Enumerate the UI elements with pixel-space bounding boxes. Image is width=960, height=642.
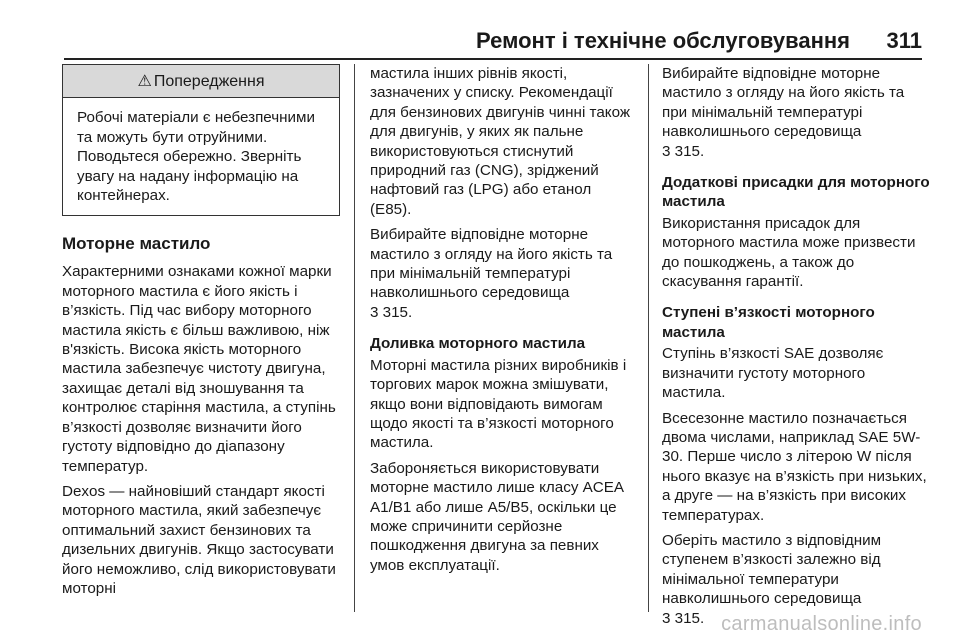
warning-text: Робочі матеріали є небезпечними та можуть бути отруйними. Поводьтеся обережно. Зверніть увагу на надану інформацію на контейнерах.	[77, 109, 315, 205]
paragraph: Моторні мастила різних виробників і торгових марок можна змішувати, якщо вони відповідають вимогам щодо якості та в’язкості моторного мастила.	[370, 356, 627, 452]
page-reference-link[interactable]: 3 315.	[370, 303, 413, 321]
column-divider	[648, 64, 649, 612]
warning-header	[63, 65, 339, 98]
paragraph: мастила інших рівнів якості, зазначених у списку. Рекомендації для бензинових двигунів чинні також для двигунів, у яких як пальне використовуються стиснутий природний газ (CNG), зріджений нафтовий газ (LPG) або етанол (E85).	[370, 65, 631, 218]
page-number: 311	[886, 28, 922, 53]
paragraph: Забороняється використовувати моторне мастило лише класу ACEA A1/B1 або лише A5/B5, оскільки це може спричинити серйозне пошкодження двигуна за певних умов експлуатації.	[370, 459, 624, 574]
subheading-topping-up-oil: Доливка моторного мастила	[370, 335, 586, 353]
paragraph: Характерними ознаками кожної марки моторного мастила є його якість і в’язкість. Під час вибору моторного мастила якість є більш важливою, ніж в'язкість. Висока якість моторного мастила забезпечує чистоту двигуна, захищає деталі від зношування та контролює старіння мастила, а ступінь в’язкості дозволяє визначити його густоту відповідно до діапазону температур.	[62, 263, 336, 475]
paragraph-text: Вибирайте відповідне моторне мастило з огляду на його якість та при мінімальній температурі навколишнього середовища	[370, 226, 613, 302]
watermark: carmanualsonline.info	[721, 613, 922, 635]
column-1	[62, 64, 340, 604]
column-3	[662, 64, 930, 634]
warning-box	[62, 64, 340, 216]
page-reference-link[interactable]: 3 315.	[662, 142, 705, 160]
paragraph: Всесезонне мастило позначається двома числами, наприклад SAE 5W-30. Перше число з літерою W після нього вказує на в’язкість при низьких, а друге — на в’язкість при високих температурах.	[662, 409, 927, 524]
warning-title: Попередження	[153, 73, 265, 90]
paragraph: Використання присадок для моторного мастила може призвести до пошкоджень, а також до скасування гарантії.	[662, 214, 916, 291]
column-divider	[354, 64, 355, 612]
page-header	[0, 18, 960, 58]
paragraph	[370, 225, 636, 322]
paragraph-text: Вибирайте відповідне моторне мастило з огляду на його якість та при мінімальній температурі навколишнього середовища	[662, 65, 905, 141]
paragraph: Dexos — найновіший стандарт якості моторного мастила, який забезпечує оптимальний захист бензинових та дизельних двигунів. Якщо застосувати його неможливо, слід використовувати моторні	[62, 482, 336, 597]
paragraph: Ступінь в’язкості SAE дозволяє визначити густоту моторного мастила.	[662, 345, 884, 402]
subheading-viscosity-grades: Ступені в’язкості моторного мастила	[662, 304, 875, 341]
header-rule	[64, 58, 922, 60]
paragraph	[662, 64, 930, 161]
page-title: Ремонт і технічне обслуговування	[476, 28, 850, 53]
page-reference-link[interactable]: 3 315.	[662, 609, 705, 627]
page-footer	[0, 614, 960, 638]
warning-triangle-icon: ⚠	[137, 73, 152, 90]
column-2	[370, 64, 636, 581]
subheading-oil-additives: Додаткові присадки для моторного мастила	[662, 174, 930, 211]
paragraph-text: Оберіть мастило з відповідним ступенем в’язкості залежно від мінімальної температури навколишнього середовища	[662, 531, 882, 608]
section-heading-engine-oil: Моторне мастило	[62, 234, 211, 254]
